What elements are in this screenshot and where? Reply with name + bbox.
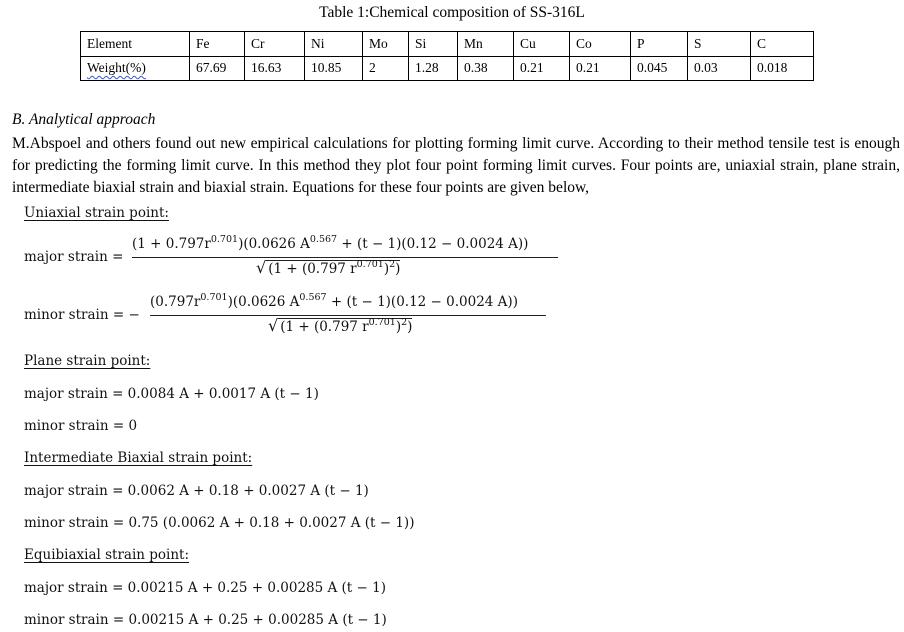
plane-heading: Plane strain point: xyxy=(24,353,151,369)
header-cell-ni: Ni xyxy=(305,32,363,57)
header-cell-cr: Cr xyxy=(245,32,305,57)
header-cell-s: S xyxy=(688,32,751,57)
header-cell-mo: Mo xyxy=(363,32,409,57)
plane-minor-equation: minor strain = 0 xyxy=(24,418,138,434)
uniaxial-minor-label: minor strain = − xyxy=(24,307,140,323)
header-cell-si: Si xyxy=(409,32,458,57)
row-label-weight: Weight(%) xyxy=(81,57,190,81)
plane-major-equation: major strain = 0.0084 A + 0.0017 A (t − 1) xyxy=(24,386,319,402)
table-caption: Table 1:Chemical composition of SS-316L xyxy=(319,4,585,21)
value-p: 0.045 xyxy=(631,57,688,81)
header-cell-element: Element xyxy=(81,32,190,57)
value-mo: 2 xyxy=(363,57,409,81)
header-cell-co: Co xyxy=(570,32,631,57)
header-cell-mn: Mn xyxy=(458,32,514,57)
header-cell-p: P xyxy=(631,32,688,57)
intermediate-major-equation: major strain = 0.0062 A + 0.18 + 0.0027 A (t − 1) xyxy=(24,483,369,499)
uniaxial-major-denominator: √ (1 + (0.797 $r^{0.701})^2$) xyxy=(256,258,401,277)
equibiaxial-major-equation: major strain = 0.00215 A + 0.25 + 0.00285 A (t − 1) xyxy=(24,580,386,596)
uniaxial-major-numerator: $(1 + 0.797r^{0.701})(0.0626$ $A^{0.567} + (t - 1)(0.12 - 0.0024$ A)) xyxy=(132,233,529,252)
value-si: 1.28 xyxy=(409,57,458,81)
section-heading: B. Analytical approach xyxy=(12,111,156,128)
header-cell-c: C xyxy=(751,32,814,57)
uniaxial-minor-numerator: $(0.797r^{0.701})(0.0626$ $A^{0.567} + (t - 1)(0.12 - 0.0024$ A)) xyxy=(150,291,518,310)
header-cell-cu: Cu xyxy=(514,32,570,57)
header-cell-fe: Fe xyxy=(190,32,245,57)
body-paragraph: M.Abspoel and others found out new empirical calculations for plotting forming limit curve. According to their method tensile test is enough for predicting the forming limit curve. In this method they plot four point forming limit curves. Four points are, uniaxial strain, plane strain, intermediate biaxial strain and biaxial strain. Equations for these four points are given below, xyxy=(12,135,900,196)
value-mn: 0.38 xyxy=(458,57,514,81)
uniaxial-major-label: major strain = xyxy=(24,249,124,265)
equibiaxial-minor-equation: minor strain = 0.00215 A + 0.25 + 0.00285 A (t − 1) xyxy=(24,612,387,628)
intermediate-minor-equation: minor strain = 0.75 (0.0062 A + 0.18 + 0.0027 A (t − 1)) xyxy=(24,515,415,531)
composition-table xyxy=(80,31,814,81)
uniaxial-minor-denominator: √ (1 + (0.797 $r^{0.701})^2$) xyxy=(268,316,413,335)
value-cr: 16.63 xyxy=(245,57,305,81)
intermediate-heading: Intermediate Biaxial strain point: xyxy=(24,450,253,466)
value-co: 0.21 xyxy=(570,57,631,81)
table-row-weight xyxy=(81,57,814,81)
value-s: 0.03 xyxy=(688,57,751,81)
value-fe: 67.69 xyxy=(190,57,245,81)
uniaxial-heading: Uniaxial strain point: xyxy=(24,205,169,221)
value-ni: 10.85 xyxy=(305,57,363,81)
value-c: 0.018 xyxy=(751,57,814,81)
table-header-row xyxy=(81,32,814,57)
value-cu: 0.21 xyxy=(514,57,570,81)
equibiaxial-heading: Equibiaxial strain point: xyxy=(24,547,190,563)
